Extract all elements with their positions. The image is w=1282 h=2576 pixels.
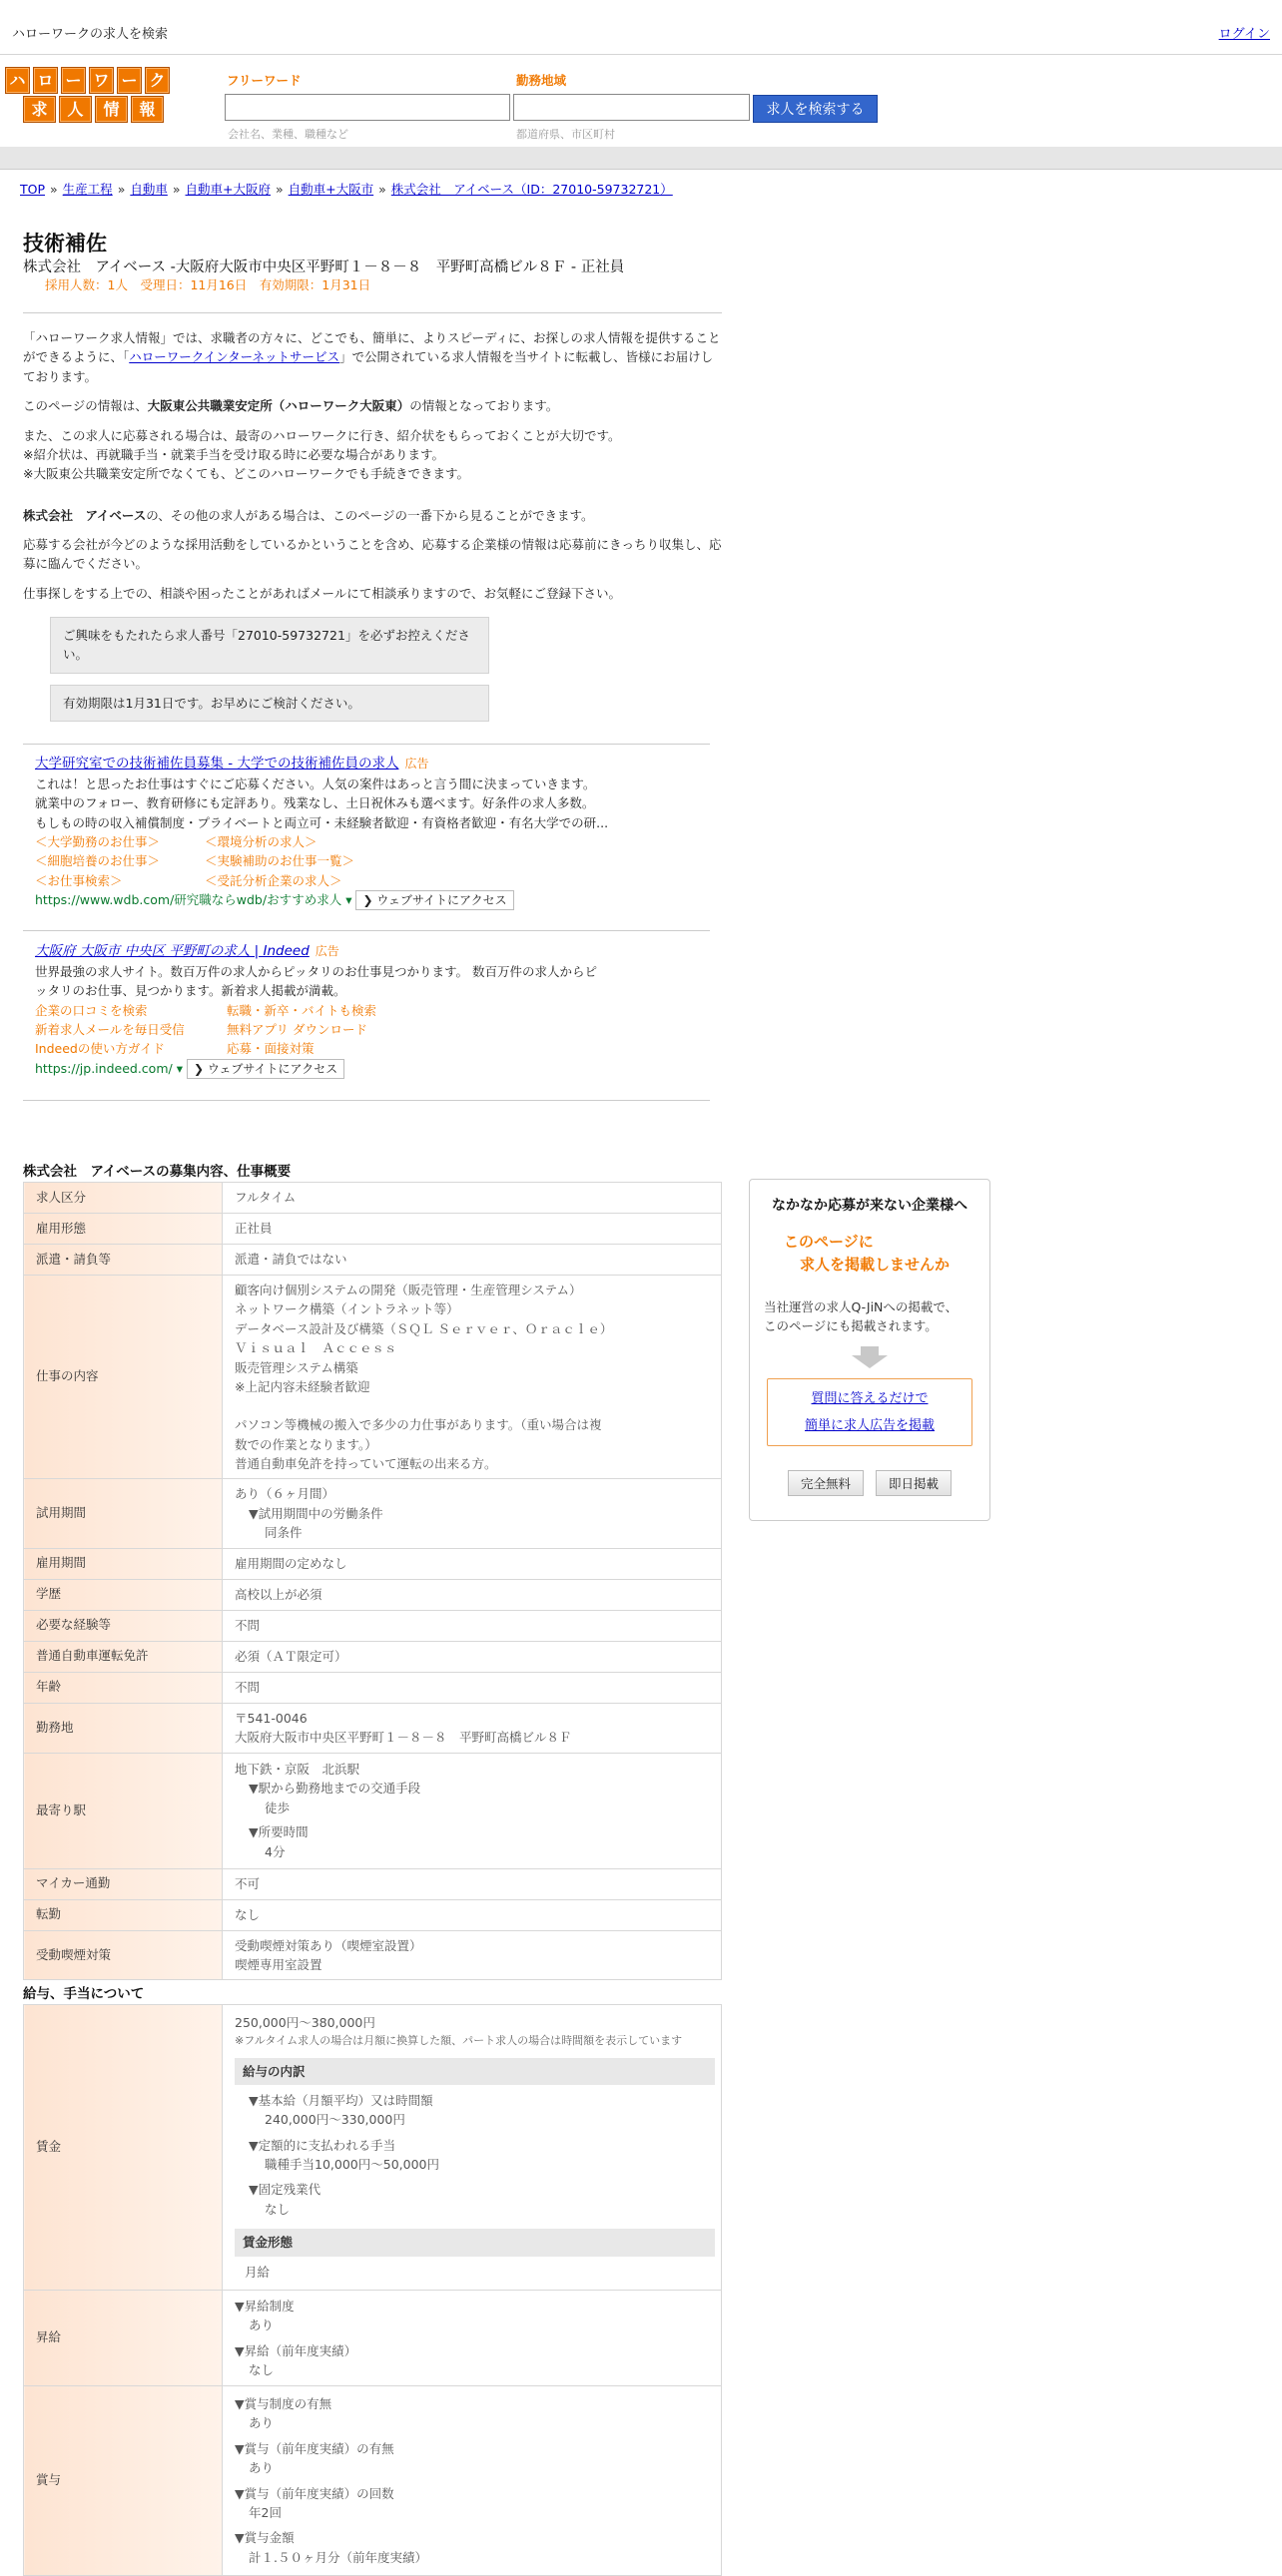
intro-paragraph: 仕事探しをする上での、相談や困ったことがあればメールにて相談承りますので、お気軽にご登録下さい。 bbox=[23, 585, 622, 601]
ad-sitelink[interactable]: 新着求人メールを毎日受信 bbox=[35, 1022, 185, 1038]
divider bbox=[23, 930, 710, 931]
row-value: 必須（ＡＴ限定可） bbox=[223, 1641, 722, 1672]
logo-char: 情 bbox=[95, 96, 128, 123]
table-row bbox=[24, 1183, 722, 1214]
top-bar bbox=[0, 0, 1282, 55]
breadcrumb-industry[interactable]: 自動車 bbox=[130, 182, 168, 197]
breadcrumb: TOP » 生産工程 » 自動車 » 自動車+大阪府 » 自動車+大阪市 » 株式会社 アイベース（ID：27010-59732721） bbox=[20, 182, 673, 197]
row-value: ▼昇給制度 あり ▼昇給（前年度実績） なし bbox=[223, 2291, 722, 2386]
breadcrumb-category[interactable]: 生産工程 bbox=[62, 182, 113, 197]
row-value: あり（６ヶ月間） ▼試用期間中の労働条件 同条件 bbox=[223, 1479, 722, 1548]
job-title: 技術補佐 bbox=[23, 232, 107, 256]
ad-visit-button[interactable]: ❯ ウェブサイトにアクセス bbox=[355, 890, 513, 910]
row-value: 250,000円〜380,000円 ※フルタイム求人の場合は月額に換算した額、パート求人の場合は時間額を表示しています 給与の内訳 ▼基本給（月額平均）又は時間額 240,000円〜330,000円 ▼定額的に支払われる手当 職種手当10,000円〜50,000円 ▼固定残業代 なし 賃金形態 月給 bbox=[223, 2005, 722, 2291]
header-divider-band bbox=[0, 147, 1282, 170]
table-row bbox=[24, 1276, 722, 1479]
row-value: 派遣・請負ではない bbox=[223, 1245, 722, 1276]
ad-sitelink[interactable]: ＜環境分析の求人＞ bbox=[205, 834, 318, 850]
freeword-input[interactable] bbox=[225, 94, 510, 121]
ad-sitelink[interactable]: ＜細胞培養のお仕事＞ bbox=[35, 853, 161, 869]
row-label: 賃金 bbox=[24, 2005, 223, 2291]
logo-char: 求 bbox=[23, 96, 56, 123]
table-row bbox=[24, 1610, 722, 1641]
search-button[interactable]: 求人を検索する bbox=[753, 95, 878, 123]
ad-visit-button[interactable]: ❯ ウェブサイトにアクセス bbox=[187, 1059, 344, 1079]
ad-text: これは！と思ったお仕事はすぐにご応募ください。人気の案件はあっと言う間に決まっていきます。 bbox=[35, 775, 596, 791]
table-row bbox=[24, 1868, 722, 1899]
notice-job-number: ご興味をもたれたら求人番号「27010-59732721」を必ずお控えください。 bbox=[50, 617, 489, 674]
table-row bbox=[24, 1479, 722, 1548]
row-value: 〒541-0046 大阪府大阪市中央区平野町１－８－８ 平野町高橋ビル８Ｆ bbox=[223, 1703, 722, 1753]
row-value: 受動喫煙対策あり（喫煙室設置） 喫煙専用室設置 bbox=[223, 1930, 722, 1980]
intro-text bbox=[23, 328, 722, 613]
arrow-down-icon bbox=[750, 1346, 989, 1368]
row-label: 普通自動車運転免許 bbox=[24, 1641, 223, 1672]
ad-title-link[interactable]: 大阪府 大阪市 中央区 平野町の求人 | Indeed bbox=[35, 943, 310, 959]
row-label: 派遣・請負等 bbox=[24, 1245, 223, 1276]
intro-paragraph: 「ハローワーク求人情報」では、求職者の方々に、どこでも、簡単に、よりスピーディに、お探しの求人情報を提供することができるように、「ハローワークインターネットサービス」で公開されている求人情報を当サイトに転載し、皆様にお届けしております。 bbox=[23, 330, 721, 384]
ad-text: 世界最強の求人サイト。数百万件の求人からピッタリのお仕事見つかります。 数百万件の求人からピ bbox=[35, 963, 597, 979]
salary-section-title: 給与、手当について bbox=[23, 1986, 145, 2002]
row-label: 転勤 bbox=[24, 1899, 223, 1930]
site-title: ハローワークの求人を検索 bbox=[12, 27, 169, 42]
ad-text: 就業中のフォロー、教育研修にも定評あり。残業なし、土日祝休みも選べます。好条件の求人多数。 bbox=[35, 795, 595, 811]
ad-info-dot-icon: ▾ bbox=[172, 1060, 183, 1076]
ad-badge: 広告 bbox=[315, 944, 339, 958]
table-row bbox=[24, 2005, 722, 2291]
notice-deadline: 有効期限は1月31日です。お早めにご検討ください。 bbox=[50, 685, 489, 722]
intro-paragraph: 応募する会社が今どのような採用活動をしているかということを含め、応募する企業様の情報は応募前にきっちり収集し、応募に臨んでください。 bbox=[23, 537, 722, 572]
row-label: 必要な経験等 bbox=[24, 1610, 223, 1641]
job-company-line: 株式会社 アイベース -大阪府大阪市中央区平野町１－８－８ 平野町高橋ビル８Ｆ - 正社員 bbox=[23, 259, 625, 275]
intro-paragraph: このページの情報は、大阪東公共職業安定所（ハローワーク大阪東）の情報となっております。 bbox=[23, 398, 559, 414]
row-value: 不可 bbox=[223, 1868, 722, 1899]
ad-text: もしもの時の収入補償制度・プライベートと両立可・未経験者歓迎・有資格者歓迎・有名大学での研... bbox=[35, 814, 609, 830]
breadcrumb-industry-prefecture[interactable]: 自動車+大阪府 bbox=[185, 182, 271, 197]
row-label: 求人区分 bbox=[24, 1183, 223, 1214]
ad-url[interactable]: https://jp.indeed.com/ bbox=[35, 1060, 173, 1076]
logo-char: ー bbox=[117, 67, 142, 94]
ad-block bbox=[35, 941, 724, 1079]
row-value: 雇用期間の定めなし bbox=[223, 1548, 722, 1579]
salary-form-heading: 賃金形態 bbox=[235, 2229, 715, 2256]
ad-url[interactable]: https://www.wdb.com/研究職ならwdb/おすすめ求人 bbox=[35, 892, 342, 908]
overview-section-title: 株式会社 アイベースの募集内容、仕事概要 bbox=[23, 1164, 292, 1180]
same-day-button[interactable]: 即日掲載 bbox=[876, 1470, 952, 1496]
table-row bbox=[24, 1548, 722, 1579]
area-label: 勤務地域 bbox=[516, 73, 567, 88]
table-row bbox=[24, 1245, 722, 1276]
area-hint: 都道府県、市区町村 bbox=[516, 128, 615, 141]
logo-char: ク bbox=[145, 67, 170, 94]
ad-sitelink[interactable]: 応募・面接対策 bbox=[227, 1041, 315, 1057]
promo-heading: なかなか応募が来ない企業様へ bbox=[772, 1198, 967, 1214]
search-header bbox=[0, 55, 1282, 147]
logo-char: ロ bbox=[33, 67, 58, 94]
table-row bbox=[24, 1753, 722, 1868]
breadcrumb-current-job[interactable]: 株式会社 アイベース（ID：27010-59732721） bbox=[390, 182, 673, 197]
row-value: フルタイム bbox=[223, 1183, 722, 1214]
promo-links bbox=[767, 1378, 972, 1447]
divider bbox=[23, 744, 710, 745]
table-row bbox=[24, 1579, 722, 1610]
table-row bbox=[24, 1641, 722, 1672]
row-label: マイカー通勤 bbox=[24, 1868, 223, 1899]
ad-sitelink[interactable]: ＜大学勤務のお仕事＞ bbox=[35, 834, 161, 850]
row-label: 年齢 bbox=[24, 1672, 223, 1703]
row-value: 高校以上が必須 bbox=[223, 1579, 722, 1610]
logo-char: ワ bbox=[89, 67, 114, 94]
row-label: 学歴 bbox=[24, 1579, 223, 1610]
promo-link-questionnaire[interactable]: 質問に答えるだけで bbox=[811, 1390, 929, 1406]
table-row bbox=[24, 1899, 722, 1930]
intro-paragraph: 株式会社 アイベースの、その他の求人がある場合は、このページの一番下から見ることができます。 bbox=[23, 507, 594, 523]
free-button[interactable]: 完全無料 bbox=[788, 1470, 864, 1496]
promo-catchcopy: このページに 求人を掲載しませんか bbox=[784, 1233, 951, 1274]
ad-sitelink[interactable]: ＜実験補助のお仕事一覧＞ bbox=[205, 853, 355, 869]
row-label: 仕事の内容 bbox=[24, 1276, 223, 1479]
logo-char: ハ bbox=[5, 67, 30, 94]
intro-paragraph: また、この求人に応募される場合は、最寄のハローワークに行き、紹介状をもらっておくことが大切です。 ※紹介状は、再就職手当・就業手当を受け取る時に必要な場合があります。 ※大阪東公共職業安定所でなくても、どこのハローワークでも手続きできます。 bbox=[23, 427, 621, 482]
chevron-right-icon: ❯ bbox=[362, 893, 377, 908]
row-value: 正社員 bbox=[223, 1214, 722, 1245]
table-row bbox=[24, 1214, 722, 1245]
row-label: 雇用期間 bbox=[24, 1548, 223, 1579]
promo-link-post-ad[interactable]: 簡単に求人広告を掲載 bbox=[804, 1418, 935, 1434]
row-value: なし bbox=[223, 1899, 722, 1930]
login-link[interactable]: ログイン bbox=[1218, 27, 1270, 42]
chevron-right-icon: ❯ bbox=[193, 1061, 208, 1076]
table-row bbox=[24, 1672, 722, 1703]
row-value: 不問 bbox=[223, 1610, 722, 1641]
ad-info-dot-icon: ▾ bbox=[341, 892, 352, 908]
hellowork-internet-service-link[interactable]: ハローワークインターネットサービス bbox=[129, 349, 340, 365]
freeword-label: フリーワード bbox=[227, 73, 302, 88]
ad-sitelink[interactable]: 企業の口コミを検索 bbox=[35, 1002, 148, 1018]
row-label: 受動喫煙対策 bbox=[24, 1930, 223, 1980]
ad-sitelink[interactable]: 転職・新卒・バイトも検索 bbox=[227, 1002, 377, 1018]
row-value: 地下鉄・京阪 北浜駅 ▼駅から勤務地までの交通手段 徒歩 ▼所要時間 4分 bbox=[223, 1753, 722, 1868]
table-row bbox=[24, 2291, 722, 2386]
row-label: 昇給 bbox=[24, 2291, 223, 2386]
logo-char: 報 bbox=[131, 96, 164, 123]
ad-title-link[interactable]: 大学研究室での技術補佐員募集 - 大学での技術補佐員の求人 bbox=[35, 756, 399, 772]
ad-block bbox=[35, 754, 724, 910]
logo-char: 人 bbox=[59, 96, 92, 123]
table-row bbox=[24, 1930, 722, 1980]
breadcrumb-top[interactable]: TOP bbox=[20, 182, 46, 197]
salary-table bbox=[23, 2004, 722, 2576]
salary-range: 250,000円〜380,000円 bbox=[235, 2015, 375, 2031]
job-meta: 採用人数：1人 受理日：11月16日 有効期限：1月31日 bbox=[45, 277, 371, 292]
row-label: 雇用形態 bbox=[24, 1214, 223, 1245]
row-label: 賞与 bbox=[24, 2386, 223, 2576]
ad-sitelink[interactable]: 無料アプリ ダウンロード bbox=[227, 1022, 367, 1038]
overview-table bbox=[23, 1182, 722, 1980]
ad-text: ッタリのお仕事、見つかります。新着求人掲載が満載。 bbox=[35, 983, 346, 999]
employer-promo-box bbox=[749, 1179, 990, 1521]
area-input[interactable] bbox=[513, 94, 750, 121]
ad-sitelink[interactable]: ＜お仕事検索＞ bbox=[35, 872, 123, 888]
row-label: 最寄り駅 bbox=[24, 1753, 223, 1868]
table-row bbox=[24, 2386, 722, 2576]
promo-description: 当社運営の求人Q-JiNへの掲載で、 このページにも掲載されます。 bbox=[764, 1299, 959, 1334]
ad-sitelink[interactable]: ＜受託分析企業の求人＞ bbox=[205, 872, 342, 888]
salary-form-value: 月給 bbox=[245, 2264, 271, 2280]
row-value: 顧客向け個別システムの開発（販売管理・生産管理システム） ネットワーク構築（イントラネット等） データベース設計及び構築（ＳＱＬ Ｓｅｒｖｅｒ、Ｏｒａｃｌｅ） Ｖｉｓｕａｌ Ａｃｃｅｓｓ 販売管理システム構築 ※上記内容未経験者歓迎 パソコン等機械の搬入で多少の力仕事があります。（重い場合は複 数での作業となります。） 普通自動車免許を持っていて運転の出来る方。 bbox=[223, 1276, 722, 1479]
salary-breakdown-heading: 給与の内訳 bbox=[235, 2058, 715, 2085]
table-row bbox=[24, 1703, 722, 1753]
freeword-hint: 会社名、業種、職種など bbox=[228, 128, 348, 141]
divider bbox=[23, 1100, 710, 1101]
logo-char: ー bbox=[61, 67, 86, 94]
row-label: 勤務地 bbox=[24, 1703, 223, 1753]
row-label: 試用期間 bbox=[24, 1479, 223, 1548]
salary-note: ※フルタイム求人の場合は月額に換算した額、パート求人の場合は時間額を表示しています bbox=[235, 2034, 683, 2048]
hellowork-logo[interactable] bbox=[5, 67, 180, 123]
ad-sitelink[interactable]: Indeedの使い方ガイド bbox=[35, 1041, 165, 1057]
row-value: 不問 bbox=[223, 1672, 722, 1703]
ad-badge: 広告 bbox=[404, 757, 429, 771]
row-value: ▼賞与制度の有無 あり ▼賞与（前年度実績）の有無 あり ▼賞与（前年度実績）の回数 年2回 ▼賞与金額 計１.５０ヶ月分（前年度実績） bbox=[223, 2386, 722, 2576]
divider bbox=[23, 312, 722, 313]
breadcrumb-industry-city[interactable]: 自動車+大阪市 bbox=[288, 182, 374, 197]
